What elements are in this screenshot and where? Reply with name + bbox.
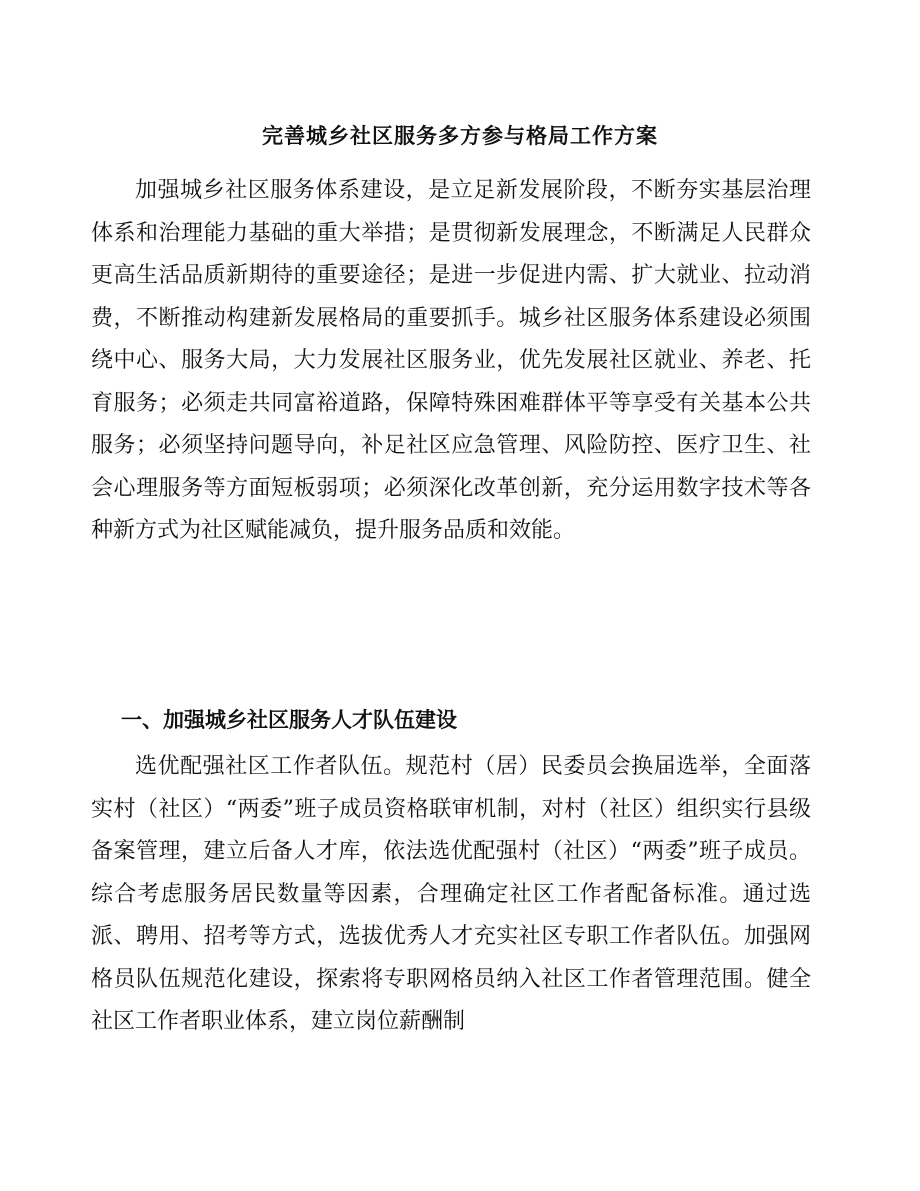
document-title: 完善城乡社区服务多方参与格局工作方案 — [262, 124, 658, 148]
section-heading: 一、加强城乡社区服务人才队伍建设 — [121, 708, 457, 732]
section-paragraph: 选优配强社区工作者队伍。规范村（居）民委员会换届选举，全面落实村（社区）“两委”班子成员资格联审机制，对村（社区）组织实行县级备案管理，建立后备人才库，依法选优配强村（社区）“两委”班子成员。综合考虑服务居民数量等因素，合理确定社区工作者配备标准。通过选派、聘用、招考等方式，选拔优秀人才充实社区专职工作者队伍。加强网格员队伍规范化建设，探索将专职网格员纳入社区工作者管理范围。健全社区工作者职业体系，建立岗位薪酬制 — [91, 754, 811, 1034]
intro-paragraph: 加强城乡社区服务体系建设，是立足新发展阶段，不断夯实基层治理体系和治理能力基础的重大举措；是贯彻新发展理念，不断满足人民群众更高生活品质新期待的重要途径；是进一步促进内需、扩大就业、拉动消费，不断推动构建新发展格局的重要抓手。城乡社区服务体系建设必须围绕中心、服务大局，大力发展社区服务业，优先发展社区就业、养老、托育服务；必须走共同富裕道路，保障特殊困难群体平等享受有关基本公共服务；必须坚持问题导向，补足社区应急管理、风险防控、医疗卫生、社会心理服务等方面短板弱项；必须深化改革创新，充分运用数字技术等各种新方式为社区赋能减负，提升服务品质和效能。 — [91, 178, 811, 543]
